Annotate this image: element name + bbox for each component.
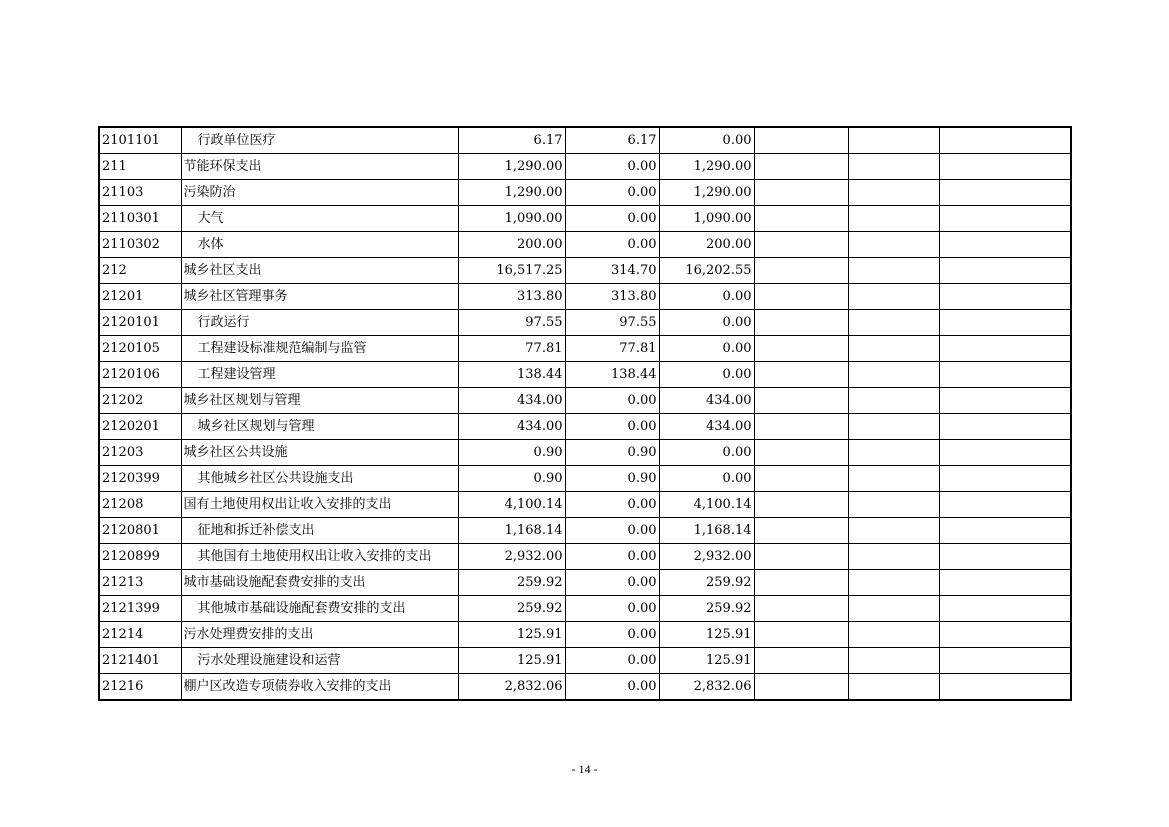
row-empty-cell [754,570,848,596]
row-basic: 0.00 [565,154,659,180]
row-empty-cell [939,154,1071,180]
table-row [99,388,1071,414]
row-name: 城乡社区管理事务 [181,284,458,310]
row-project: 2,832.06 [659,674,754,701]
row-total: 77.81 [458,336,565,362]
row-basic: 6.17 [565,127,659,154]
row-project: 1,290.00 [659,180,754,206]
row-code: 21103 [99,180,181,206]
row-empty-cell [848,544,939,570]
row-empty-cell [939,284,1071,310]
table-row [99,258,1071,284]
row-name: 棚户区改造专项债券收入安排的支出 [181,674,458,701]
row-basic: 0.00 [565,596,659,622]
row-total: 16,517.25 [458,258,565,284]
row-basic: 0.90 [565,466,659,492]
row-empty-cell [939,674,1071,701]
row-empty-cell [939,570,1071,596]
row-name: 城市基础设施配套费安排的支出 [181,570,458,596]
table-row [99,622,1071,648]
row-basic: 0.00 [565,570,659,596]
row-name: 行政单位医疗 [181,127,458,154]
row-empty-cell [848,414,939,440]
row-empty-cell [848,127,939,154]
table-row [99,414,1071,440]
row-total: 434.00 [458,414,565,440]
table-row [99,518,1071,544]
row-empty-cell [939,648,1071,674]
budget-table [98,126,1072,701]
row-empty-cell [848,180,939,206]
row-code: 21201 [99,284,181,310]
row-name: 污水处理费安排的支出 [181,622,458,648]
table-row [99,466,1071,492]
row-empty-cell [754,674,848,701]
row-name: 污染防治 [181,180,458,206]
row-project: 0.00 [659,310,754,336]
row-empty-cell [754,648,848,674]
row-name: 城乡社区支出 [181,258,458,284]
table-row [99,206,1071,232]
row-code: 2110301 [99,206,181,232]
row-empty-cell [939,518,1071,544]
row-total: 125.91 [458,622,565,648]
row-empty-cell [754,596,848,622]
row-project: 259.92 [659,596,754,622]
row-code: 2120106 [99,362,181,388]
row-empty-cell [848,648,939,674]
row-basic: 0.00 [565,622,659,648]
row-empty-cell [939,466,1071,492]
table-row [99,570,1071,596]
row-name: 国有土地使用权出让收入安排的支出 [181,492,458,518]
row-total: 259.92 [458,570,565,596]
table-row [99,362,1071,388]
row-empty-cell [754,440,848,466]
row-empty-cell [754,284,848,310]
row-code: 211 [99,154,181,180]
row-empty-cell [939,544,1071,570]
row-name: 工程建设标准规范编制与监管 [181,336,458,362]
row-empty-cell [848,362,939,388]
row-empty-cell [848,154,939,180]
row-code: 2120399 [99,466,181,492]
row-name: 城乡社区规划与管理 [181,414,458,440]
row-empty-cell [848,492,939,518]
row-empty-cell [848,258,939,284]
row-empty-cell [848,232,939,258]
row-total: 1,090.00 [458,206,565,232]
row-name: 其他城乡社区公共设施支出 [181,466,458,492]
page-number: - 14 - [571,762,598,776]
row-code: 2121399 [99,596,181,622]
row-empty-cell [754,180,848,206]
row-project: 125.91 [659,648,754,674]
row-basic: 0.00 [565,492,659,518]
row-project: 0.00 [659,336,754,362]
row-basic: 0.00 [565,414,659,440]
row-total: 313.80 [458,284,565,310]
row-basic: 313.80 [565,284,659,310]
row-name: 城乡社区公共设施 [181,440,458,466]
row-empty-cell [939,440,1071,466]
row-basic: 0.00 [565,388,659,414]
row-empty-cell [848,440,939,466]
row-empty-cell [939,258,1071,284]
row-empty-cell [754,310,848,336]
row-basic: 0.00 [565,206,659,232]
row-code: 21203 [99,440,181,466]
table-body [99,127,1071,700]
row-name: 节能环保支出 [181,154,458,180]
row-basic: 0.00 [565,232,659,258]
row-empty-cell [754,336,848,362]
row-empty-cell [939,492,1071,518]
row-code: 2121401 [99,648,181,674]
row-code: 21216 [99,674,181,701]
table-row [99,492,1071,518]
table-row [99,284,1071,310]
table-row [99,180,1071,206]
row-empty-cell [848,596,939,622]
row-empty-cell [848,674,939,701]
table-row [99,310,1071,336]
row-project: 0.00 [659,440,754,466]
row-empty-cell [939,206,1071,232]
row-name: 水体 [181,232,458,258]
row-project: 0.00 [659,466,754,492]
row-empty-cell [754,127,848,154]
row-project: 1,168.14 [659,518,754,544]
row-code: 2120101 [99,310,181,336]
row-basic: 0.00 [565,544,659,570]
row-empty-cell [754,414,848,440]
row-code: 21213 [99,570,181,596]
row-code: 212 [99,258,181,284]
table-row [99,336,1071,362]
row-empty-cell [939,388,1071,414]
table-row [99,154,1071,180]
row-project: 434.00 [659,388,754,414]
row-project: 1,090.00 [659,206,754,232]
row-total: 259.92 [458,596,565,622]
row-name: 大气 [181,206,458,232]
row-empty-cell [848,336,939,362]
row-basic: 0.00 [565,674,659,701]
row-basic: 97.55 [565,310,659,336]
row-empty-cell [754,492,848,518]
row-project: 200.00 [659,232,754,258]
row-basic: 0.00 [565,648,659,674]
row-name: 城乡社区规划与管理 [181,388,458,414]
row-empty-cell [939,596,1071,622]
row-code: 21208 [99,492,181,518]
table-row [99,127,1071,154]
row-total: 200.00 [458,232,565,258]
row-basic: 314.70 [565,258,659,284]
row-name: 其他国有土地使用权出让收入安排的支出 [181,544,458,570]
row-project: 0.00 [659,127,754,154]
row-code: 21202 [99,388,181,414]
row-total: 6.17 [458,127,565,154]
row-project: 0.00 [659,362,754,388]
row-total: 2,832.06 [458,674,565,701]
row-project: 434.00 [659,414,754,440]
row-name: 行政运行 [181,310,458,336]
row-project: 4,100.14 [659,492,754,518]
row-empty-cell [939,362,1071,388]
row-code: 2120105 [99,336,181,362]
row-total: 0.90 [458,440,565,466]
row-empty-cell [939,622,1071,648]
row-empty-cell [754,388,848,414]
row-basic: 138.44 [565,362,659,388]
table-row [99,674,1071,701]
row-name: 征地和拆迁补偿支出 [181,518,458,544]
row-total: 1,168.14 [458,518,565,544]
row-project: 1,290.00 [659,154,754,180]
row-code: 21214 [99,622,181,648]
table-row [99,544,1071,570]
row-code: 2120201 [99,414,181,440]
table-row [99,648,1071,674]
row-code: 2110302 [99,232,181,258]
row-total: 1,290.00 [458,180,565,206]
row-total: 0.90 [458,466,565,492]
row-empty-cell [848,518,939,544]
row-basic: 0.00 [565,518,659,544]
row-empty-cell [848,206,939,232]
table-row [99,596,1071,622]
table-row [99,232,1071,258]
row-empty-cell [754,362,848,388]
row-project: 16,202.55 [659,258,754,284]
row-total: 2,932.00 [458,544,565,570]
row-code: 2120801 [99,518,181,544]
row-empty-cell [754,544,848,570]
row-code: 2120899 [99,544,181,570]
table-row [99,440,1071,466]
row-empty-cell [848,466,939,492]
row-name: 其他城市基础设施配套费安排的支出 [181,596,458,622]
row-empty-cell [754,206,848,232]
row-empty-cell [848,570,939,596]
row-empty-cell [939,336,1071,362]
row-empty-cell [848,310,939,336]
row-project: 2,932.00 [659,544,754,570]
row-empty-cell [754,258,848,284]
row-empty-cell [754,232,848,258]
row-empty-cell [848,622,939,648]
row-basic: 0.90 [565,440,659,466]
row-total: 97.55 [458,310,565,336]
row-empty-cell [939,414,1071,440]
row-empty-cell [939,310,1071,336]
row-project: 259.92 [659,570,754,596]
row-total: 434.00 [458,388,565,414]
row-empty-cell [848,284,939,310]
row-project: 0.00 [659,284,754,310]
row-name: 工程建设管理 [181,362,458,388]
row-empty-cell [848,388,939,414]
row-empty-cell [939,232,1071,258]
row-empty-cell [754,154,848,180]
row-code: 2101101 [99,127,181,154]
row-total: 1,290.00 [458,154,565,180]
row-total: 138.44 [458,362,565,388]
row-empty-cell [754,518,848,544]
row-empty-cell [939,180,1071,206]
row-total: 4,100.14 [458,492,565,518]
row-empty-cell [754,622,848,648]
row-name: 污水处理设施建设和运营 [181,648,458,674]
row-basic: 0.00 [565,180,659,206]
row-total: 125.91 [458,648,565,674]
row-project: 125.91 [659,622,754,648]
row-empty-cell [939,127,1071,154]
row-empty-cell [754,466,848,492]
row-basic: 77.81 [565,336,659,362]
